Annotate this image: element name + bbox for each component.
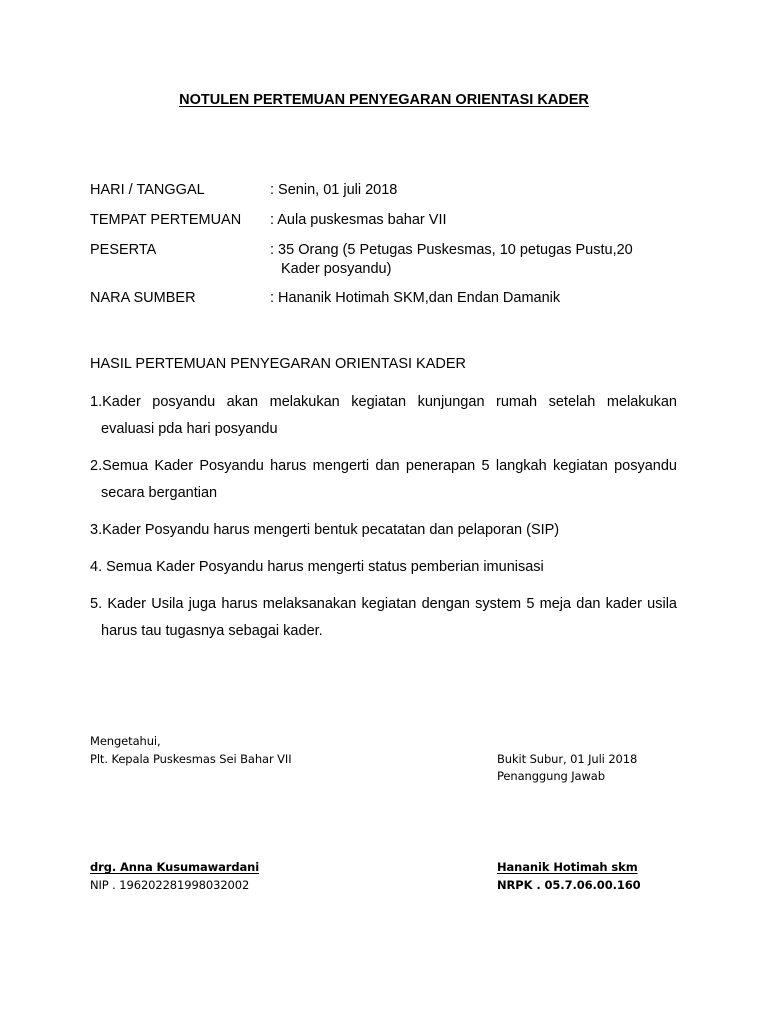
peserta-label: PESERTA <box>90 242 157 258</box>
sig-right-place-date: Bukit Subur, 01 Juli 2018 <box>497 752 638 766</box>
nara-sumber-value: : Hananik Hotimah SKM,dan Endan Damanik <box>270 290 561 306</box>
peserta-value-line1: : 35 Orang (5 Petugas Puskesmas, 10 petugas Pustu,20 <box>270 242 633 258</box>
result-item-3-line1: 3.Kader Posyandu harus mengerti bentuk pecatatan dan pelaporan (SIP) <box>90 522 560 538</box>
result-item-1-line1: 1.Kader posyandu akan melakukan kegiatan kunjungan rumah setelah melakukan <box>90 394 677 410</box>
hari-tanggal-label: HARI / TANGGAL <box>90 182 205 198</box>
result-item-2-line1: 2.Semua Kader Posyandu harus mengerti dan penerapan 5 langkah kegiatan posyandu <box>90 458 677 474</box>
result-item-3 <box>90 517 677 544</box>
info-row-peserta <box>90 241 680 281</box>
sig-left-id: NIP . 196202281998032002 <box>90 878 250 892</box>
tempat-label: TEMPAT PERTEMUAN <box>90 212 242 228</box>
sig-left-name: drg. Anna Kusumawardani <box>90 860 260 874</box>
sig-left-mengetahui: Mengetahui, <box>90 734 161 748</box>
result-item-5 <box>90 591 677 645</box>
result-item-1-line2: evaluasi pda hari posyandu <box>101 421 278 437</box>
result-item-5-line1: 5. Kader Usila juga harus melaksanakan kegiatan dengan system 5 meja dan kader usila <box>90 596 677 612</box>
hari-tanggal-value: : Senin, 01 juli 2018 <box>270 182 398 198</box>
document-title: NOTULEN PERTEMUAN PENYEGARAN ORIENTASI KADER <box>179 92 589 108</box>
result-item-5-line2: harus tau tugasnya sebagai kader. <box>101 623 323 639</box>
tempat-value: : Aula puskesmas bahar VII <box>270 212 447 228</box>
result-item-4-line1: 4. Semua Kader Posyandu harus mengerti status pemberian imunisasi <box>90 559 544 575</box>
sig-left-position: Plt. Kepala Puskesmas Sei Bahar VII <box>90 752 292 766</box>
sig-right-position: Penanggung Jawab <box>497 769 605 783</box>
peserta-value-line2: Kader posyandu) <box>281 261 392 277</box>
result-item-1 <box>90 389 677 443</box>
result-item-4 <box>90 554 677 581</box>
sig-right-id: NRPK . 05.7.06.00.160 <box>497 878 641 892</box>
result-item-2-line2: secara bergantian <box>101 485 218 501</box>
result-item-2 <box>90 453 677 507</box>
nara-sumber-label: NARA SUMBER <box>90 290 196 306</box>
sig-right-name: Hananik Hotimah skm <box>497 860 638 874</box>
results-heading: HASIL PERTEMUAN PENYEGARAN ORIENTASI KADER <box>90 356 467 372</box>
